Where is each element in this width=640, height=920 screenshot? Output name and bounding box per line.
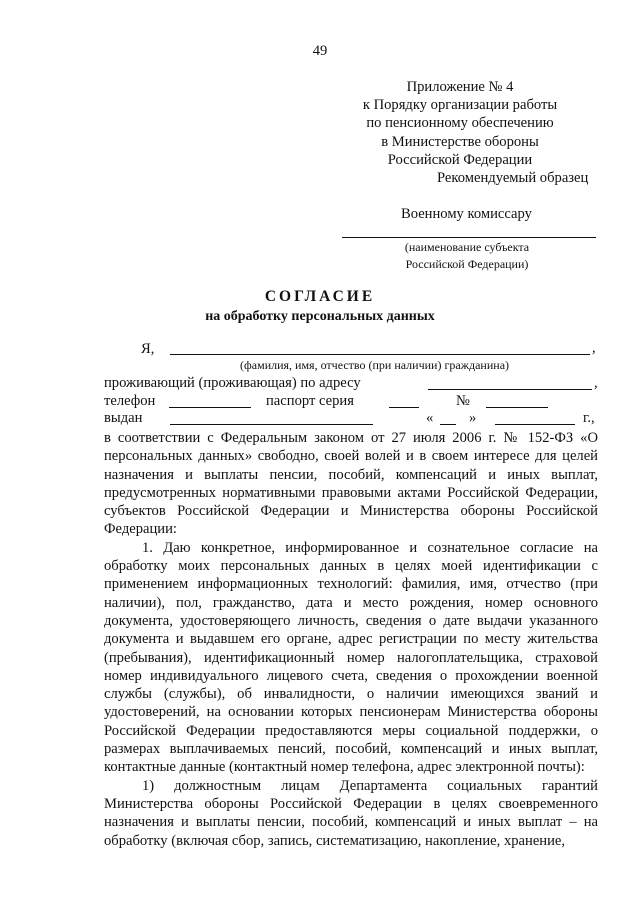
full-name-blank-line [170,354,590,355]
label-residing: проживающий (проживающая) по адресу [104,375,361,391]
addressee-blank-line [342,237,596,238]
document-title: СОГЛАСИЕ [264,288,376,305]
annex-header [360,78,560,169]
quote-open: « [426,410,434,426]
label-ya: Я, [141,341,155,357]
comma-punctuation: , [594,375,598,391]
addressee-caption-line: Российской Федерации) [405,256,529,271]
passport-series-blank-line [389,407,419,408]
day-blank-line [440,424,456,425]
addressee-caption [342,239,592,272]
comma-punctuation: , [592,340,596,356]
page-number: 49 [312,43,328,59]
issued-by-blank-line [170,424,373,425]
annex-line: к Порядку организации работы [362,97,558,114]
address-blank-line [428,389,592,390]
label-number-sign: № [456,393,470,409]
annex-line: Российской Федерации [387,151,533,168]
addressee: Военному комиссару [401,206,532,222]
annex-line: в Министерстве обороны [381,133,539,150]
annex-line: Приложение № 4 [406,79,514,95]
year-suffix: г., [583,410,595,426]
full-name-caption: (фамилия, имя, отчество (при наличии) гражданина) [240,358,510,372]
label-passport-series: паспорт серия [266,393,354,409]
annex-line: по пенсионному обеспечению [366,115,554,132]
paragraph-1: 1. Даю конкретное, информированное и сознательное согласие на обработку моих персональных данных в целях моей идентификации с применением информационных технологий: фамилия, имя, отчество (при наличии), пол, гражданство, дата и место рождения, номер основного документа, удостоверяющего личность, сведения о дате выдачи указанного документа и выдавшем его органе, адрес регистрации по месту жительства (пребывания), идентификационный номер налогоплательщика, страховой номер индивидуального лицевого счета, сведения о прохождении военной службы (службы), об инвалидности, о наличии имеющихся званий и удостоверений, на основании которых пенсионерам Министерства обороны Российской Федерации предоставляются меры социальной поддержки, о размерах выплачиваемых пенсий, пособий, компенсаций и иных выплат, контактные данные (контактный номер телефона, адрес электронной почты): [104,539,598,776]
recommended-sample-label: Рекомендуемый образец [437,170,589,186]
month-blank-line [495,424,575,425]
label-issued: выдан [104,410,143,426]
paragraph-1-1: 1) должностным лицам Департамента социальных гарантий Министерства обороны Российской Федерации в целях своевременного назначения и выплаты пенсии, пособий, компенсаций и иных выплат – на обработку (включая сбор, запись, систематизацию, накопление, хранение, [104,777,598,849]
intro-paragraph: в соответствии с Федеральным законом от 27 июля 2006 г. № 152-ФЗ «О персональных данных» свободно, своей волей и в своем интересе для целей назначения и выплаты пенсии, пособий, компенсаций и иных выплат, предусмотренных нормативными правовыми актами Российской Федерации, субъектов Российской Федерации и Министерства обороны Российской Федерации: [104,430,598,538]
phone-blank-line [169,407,251,408]
addressee-caption-line: (наименование субъекта [404,240,530,254]
label-phone: телефон [104,393,156,409]
document-subtitle: на обработку персональных данных [205,309,435,324]
consent-body [104,429,598,850]
passport-number-blank-line [486,407,548,408]
quote-close: » [469,410,477,426]
